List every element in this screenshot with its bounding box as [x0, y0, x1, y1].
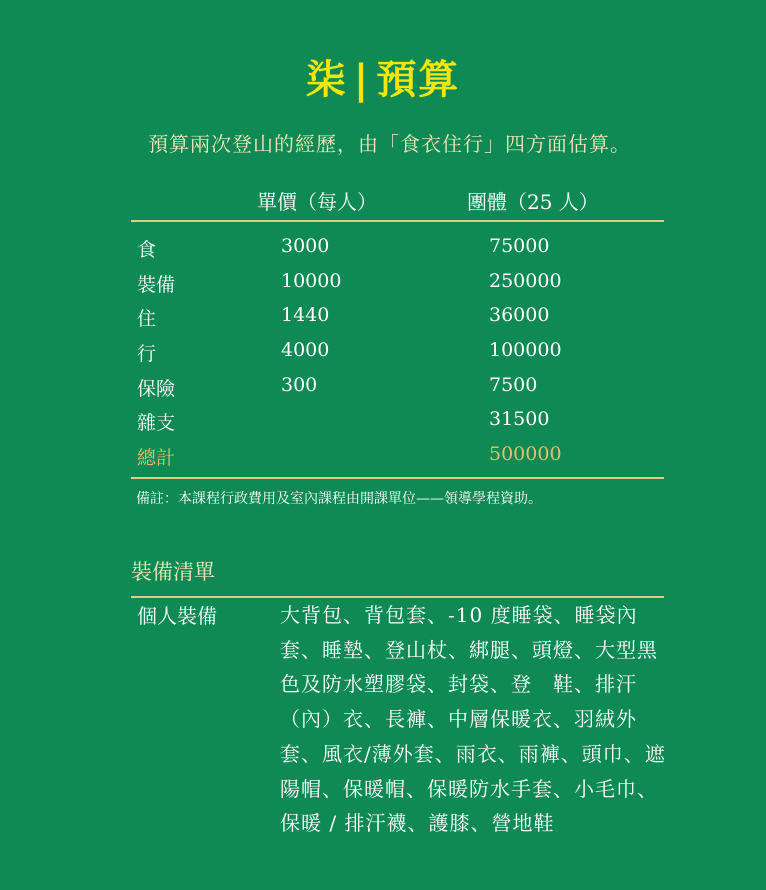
table-row — [131, 230, 664, 265]
row-group: 75000 — [489, 235, 550, 257]
row-item: 保險 — [137, 377, 176, 400]
row-per-person: 4000 — [281, 339, 330, 362]
budget-table — [131, 180, 664, 479]
row-item: 住 — [137, 308, 157, 331]
table-row — [131, 334, 664, 369]
header-per-person: 單價（每人） — [257, 190, 377, 214]
row-group: 36000 — [489, 304, 550, 327]
equipment-items: 大背包、背包套、-10 度睡袋、睡袋內套、睡墊、登山杖、綁腿、頭燈、大型黑色及防水塑膠袋、封袋、登 鞋、排汗（內）衣、長褲、中層保暖衣、羽絨外套、風衣/薄外套、雨衣、雨褲、頭巾、遮陽帽、保暖帽、保暖防水手套、小毛巾、保暖 / 排汗襪、護膝、營地鞋 — [280, 603, 666, 836]
row-group: 100000 — [489, 339, 562, 362]
header-group: 團體（25 人） — [467, 190, 599, 214]
row-per-person: 1440 — [281, 304, 330, 327]
row-group: 7500 — [489, 373, 538, 396]
row-item: 裝備 — [137, 273, 176, 296]
table-row — [131, 403, 664, 438]
row-item: 食 — [137, 239, 157, 261]
table-row — [131, 265, 664, 300]
title-number: 柒 — [305, 56, 348, 103]
title-text: 預算 — [376, 56, 461, 103]
budget-note: 備註：本課程行政費用及室內課程由開課單位——領導學程資助。 — [136, 491, 542, 507]
equipment-label: 個人裝備 — [137, 604, 217, 628]
total-label: 總計 — [137, 447, 176, 470]
row-item: 行 — [137, 343, 157, 366]
budget-table-header — [131, 180, 664, 222]
title-separator: | — [353, 56, 371, 103]
total-group: 500000 — [489, 443, 562, 466]
row-item: 雜支 — [137, 412, 176, 435]
budget-table-body — [131, 222, 664, 479]
row-per-person: 3000 — [281, 235, 330, 257]
page-title — [0, 48, 766, 105]
row-group: 250000 — [489, 269, 562, 292]
table-row — [131, 369, 664, 404]
row-per-person: 300 — [281, 373, 318, 396]
equipment-title: 裝備清單 — [131, 556, 664, 598]
table-row — [131, 299, 664, 334]
row-per-person: 10000 — [281, 269, 342, 292]
table-total-row — [131, 438, 664, 473]
row-group: 31500 — [489, 408, 550, 431]
intro-text: 預算兩次登山的經歷，由「食衣住行」四方面估算。 — [148, 132, 631, 156]
